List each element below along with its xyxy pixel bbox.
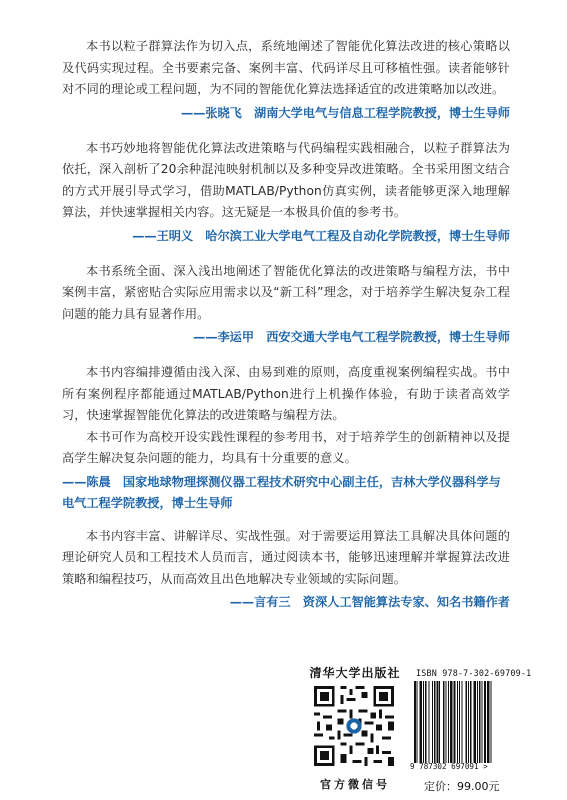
isbn-label: ISBN 978-7-302-69709-1 (416, 668, 532, 678)
barcode-icon (412, 681, 516, 763)
publisher-name: 清华大学出版社 (309, 666, 401, 680)
qr-caption: 官方微信号 (320, 778, 390, 791)
barcode-digits: 9 787302 697091 > (410, 762, 488, 771)
review-3-text: 本书系统全面、深入浅出地阐述了智能优化算法的改进策略与编程方法，书中案例丰富，紧密贴合实际应用需求以及“新工科”理念，对于培养学生解决复杂工程问题的能力具有显著作用。 (62, 263, 510, 321)
review-1-attribution: ——张晓飞 湖南大学电气与信息工程学院教授，博士生导师 (180, 105, 510, 120)
review-2-attribution: ——王明义 哈尔滨工业大学电气工程及自动化学院教授，博士生导师 (132, 228, 510, 243)
reviews-section (62, 36, 510, 613)
review-1-text: 本书以粒子群算法作为切入点，系统地阐述了智能优化算法改进的核心策略以及代码实现过程。全书要素完备、案例丰富、代码详尽且可移植性强。读者能够针对不同的理论或工程问题，为不同的智能优化算法选择适宜的改进策略加以改进。 (62, 39, 510, 96)
review-3-attribution: ——李运甲 西安交通大学电气工程学院教授，博士生导师 (193, 330, 510, 344)
review-4-text: 本书内容编排遵循由浅入深、由易到难的原则，高度重视案例编程实战。书中所有案例程序都能通过MATLAB/Python进行上机操作体验，有助于读者高效学习，快速掌握智能优化算法的改进策略与编程方法。 (62, 365, 510, 422)
price-label: 定价：99.00元 (424, 780, 500, 793)
review-5-text: 本书内容丰富、讲解详尽、实战性强。对于需要运用算法工具解决具体问题的理论研究人员和工程技术人员而言，通过阅读本书，能够迅速理解并掌握算法改进策略和编程技巧，从而高效且出色地解决专业领域的实际问题。 (62, 528, 510, 586)
review-5-attribution: ——言有三 资深人工智能算法专家、知名书籍作者 (229, 595, 510, 609)
review-2-text: 本书巧妙地将智能优化算法改进策略与代码编程实践相融合，以粒子群算法为依托，深入剖析了20余种混沌映射机制以及多种变异改进策略。全书采用图文结合的方式开展引导式学习，借助MATLAB/Python仿真实例，读者能够更深入地理解算法，并快速掌握相关内容。这无疑是一本极具价值的参考书。 (62, 140, 510, 219)
qr-code-icon (311, 683, 397, 769)
review-4-text-2: 本书可作为高校开设实践性课程的参考用书，对于培养学生的创新精神以及提高学生解决复杂问题的能力，均具有十分重要的意义。 (62, 429, 510, 465)
review-4-attribution: ——陈晨 国家地球物理探测仪器工程技术研究中心副主任，吉林大学仪器科学与电气工程学院教授，博士生导师 (62, 474, 501, 510)
